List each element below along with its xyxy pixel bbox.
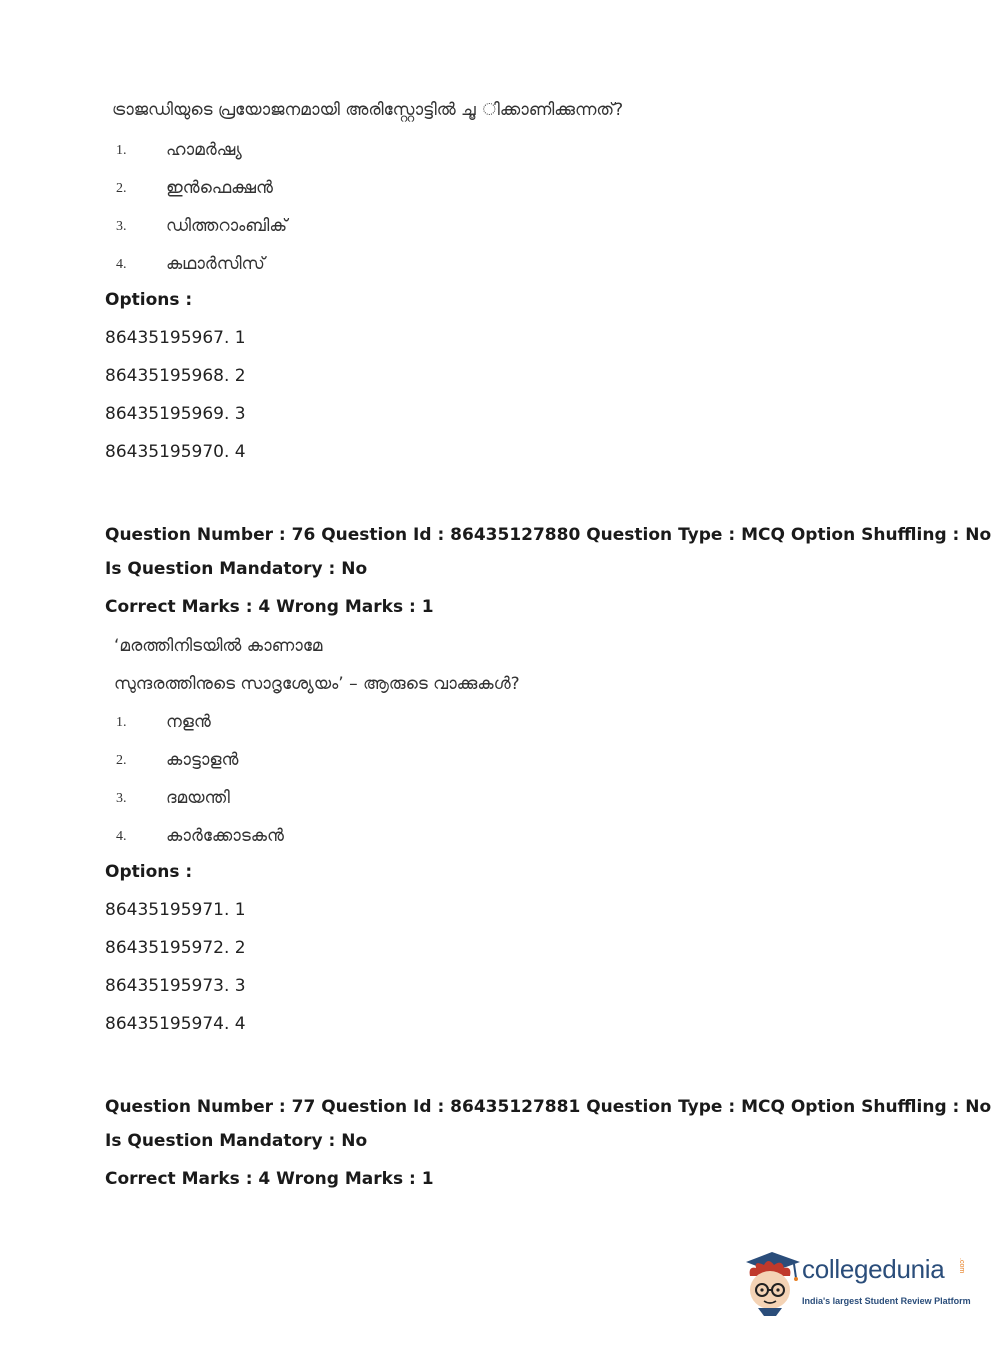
choice-text: ഇൻഫെക്ഷൻ [166,178,273,198]
option-id: 86435195974. 4 [105,1014,246,1034]
options-label: Options : [105,862,193,882]
question-77-mandatory: Is Question Mandatory : No [105,1131,368,1151]
choice-number: 3. [116,219,127,234]
choice-number: 2. [116,181,127,196]
option-id: 86435195967. 1 [105,328,246,348]
logo-domain-suffix: .com [958,1258,965,1274]
choice-number: 4. [116,257,127,272]
choice-text: ദമയന്തി [166,788,230,808]
option-id: 86435195968. 2 [105,366,246,386]
choice-text: ഡിത്തറാംബിക് [166,216,288,236]
choice-text: കാർക്കോടകൻ [166,826,284,846]
choice-number: 3. [116,791,127,806]
choice-text: കാട്ടാളൻ [166,750,239,770]
question-76-marks: Correct Marks : 4 Wrong Marks : 1 [105,597,434,617]
question-77-marks: Correct Marks : 4 Wrong Marks : 1 [105,1169,434,1189]
choice-text: ഹാമർഷ്യ [166,140,242,160]
choice-text: നളൻ [166,712,211,732]
choice-number: 1. [116,715,127,730]
choice-text: കഥാർസിസ് [166,254,265,274]
question-76-text-line2: സുന്ദരത്തിനുടെ സാദൃശ്യേയം’ – ആരുടെ വാക്കുകൾ? [114,674,520,694]
option-id: 86435195969. 3 [105,404,246,424]
choice-number: 2. [116,753,127,768]
student-mascot-icon [742,1248,804,1318]
collegedunia-logo [742,1248,972,1318]
option-id: 86435195971. 1 [105,900,246,920]
question-77-header: Question Number : 77 Question Id : 86435127881 Question Type : MCQ Option Shuffling : No [105,1097,992,1117]
option-id: 86435195972. 2 [105,938,246,958]
logo-wordmark: collegedunia [802,1254,945,1284]
question-75-text: ട്രാജഡിയുടെ പ്രയോജനമായി അരിസ്റ്റോട്ടിൽ ചൂ ിക്കാണിക്കുന്നത്? [112,100,624,120]
option-id: 86435195973. 3 [105,976,246,996]
question-76-text-line1: ‘മരത്തിനിടയിൽ കാണാമേ [114,636,323,656]
question-76-header: Question Number : 76 Question Id : 86435127880 Question Type : MCQ Option Shuffling : No [105,525,992,545]
logo-tagline: India's largest Student Review Platform [802,1296,971,1306]
option-id: 86435195970. 4 [105,442,246,462]
choice-number: 1. [116,143,127,158]
question-76-mandatory: Is Question Mandatory : No [105,559,368,579]
options-label: Options : [105,290,193,310]
choice-number: 4. [116,829,127,844]
